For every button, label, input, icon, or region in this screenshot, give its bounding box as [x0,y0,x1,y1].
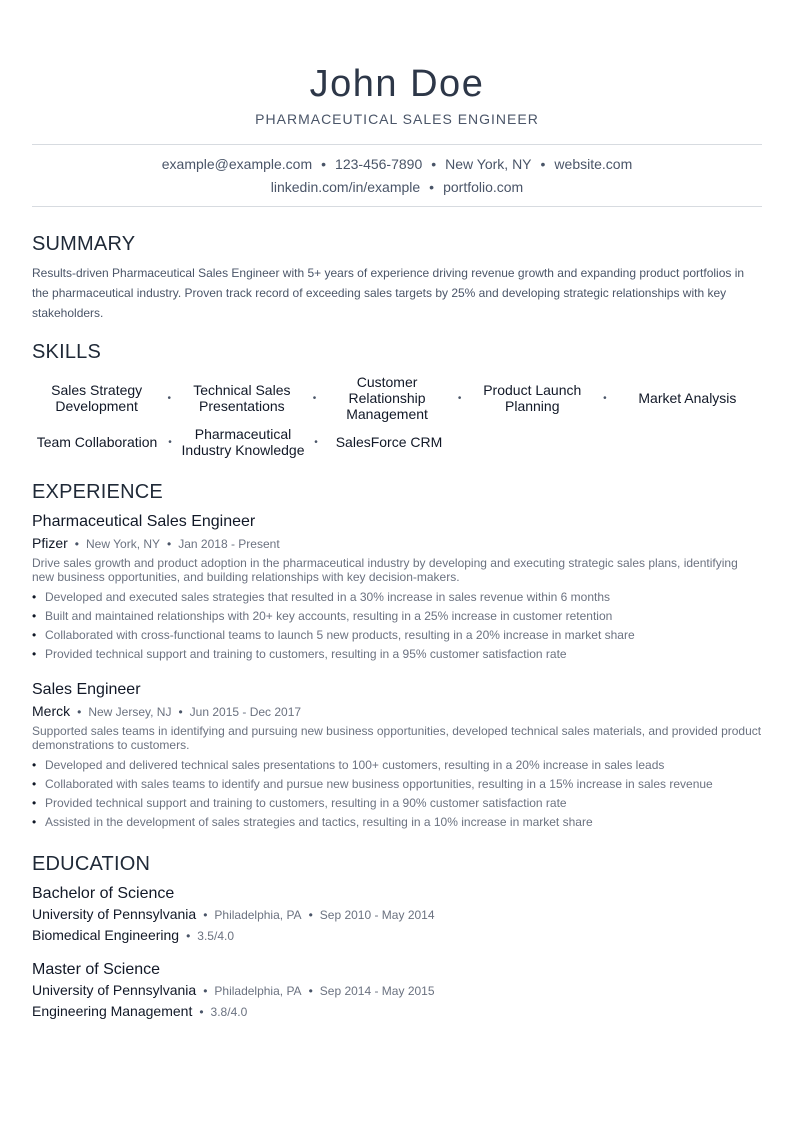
bullet-icon: • [32,758,37,772]
skill-separator: • [168,436,172,448]
job-description: Drive sales growth and product adoption in the pharmaceutical industry by developing and executing strategic sales plans, identifying new business opportunities, and building relationships with key decision-makers. [32,556,738,584]
education-entry [32,960,762,1022]
contact-portfolio[interactable]: portfolio.com [443,179,524,195]
job-meta [32,533,762,554]
skills-row [32,372,762,424]
school-location: Philadelphia, PA [214,908,302,922]
contact-separator: • [321,156,327,172]
job-achievements [32,588,762,664]
achievement-item [32,756,762,775]
education-field-line [32,925,762,946]
degree-name: Bachelor of Science [32,885,175,902]
contact-separator: • [431,156,437,172]
education-entry [32,884,762,946]
bullet-icon: • [32,628,37,642]
achievement-text: Developed and delivered technical sales presentations to 100+ customers, resulting in a 20% increase in sales leads [45,758,665,772]
job-dates: Jan 2018 - Present [178,537,280,551]
achievement-item [32,794,762,813]
achievement-item [32,813,762,832]
experience-heading: EXPERIENCE [32,481,163,503]
skill-item: Technical Sales Presentations [193,382,291,414]
achievement-text: Collaborated with cross-functional teams to launch 5 new products, resulting in a 20% increase in market share [45,628,635,642]
bullet-icon: • [32,609,37,623]
achievement-item [32,645,762,664]
job-entry-title: Sales Engineer [32,681,141,698]
achievement-text: Provided technical support and training to customers, resulting in a 95% customer satisfaction rate [45,647,567,661]
education-dates: Sep 2010 - May 2014 [319,908,435,922]
achievement-text: Assisted in the development of sales strategies and tactics, resulting in a 10% increase in market share [45,815,593,829]
contact-linkedin[interactable]: linkedin.com/in/example [270,179,421,195]
school-name: University of Pennsylvania [32,982,197,998]
resume-header [32,0,762,128]
contact-separator: • [540,156,546,172]
job-entry-title: Pharmaceutical Sales Engineer [32,513,256,530]
meta-separator: • [178,705,183,719]
contact-email[interactable]: example@example.com [161,156,313,172]
company-name: Pfizer [32,535,68,551]
bullet-icon: • [32,777,37,791]
summary-text: Results-driven Pharmaceutical Sales Engineer with 5+ years of experience driving revenue growth and expanding product portfolios in the pharmaceutical industry. Proven track record of exceeding sales targets by 25% and developing strategic relationships with key stakeholders. [32,266,745,320]
skill-item: Product Launch Planning [483,382,582,414]
summary-heading: SUMMARY [32,233,136,255]
contact-location: New York, NY [445,156,532,172]
bullet-icon: • [32,647,37,661]
bullet-icon: • [32,590,37,604]
contact-line-1 [32,153,762,176]
meta-separator: • [74,537,79,551]
skill-item: Team Collaboration [36,434,158,450]
field-of-study: Biomedical Engineering [32,927,180,943]
job-entry [32,680,762,832]
meta-separator: • [199,1005,204,1019]
job-achievements [32,756,762,832]
meta-separator: • [308,908,313,922]
bullet-icon: • [32,796,37,810]
job-entry [32,512,762,664]
skills-row [32,424,762,460]
achievement-text: Built and maintained relationships with 20+ key accounts, resulting in a 25% increase in customer retention [45,609,613,623]
achievement-item [32,607,762,626]
education-meta [32,904,762,925]
gpa: 3.8/4.0 [210,1005,248,1019]
meta-separator: • [203,984,208,998]
candidate-name: John Doe [309,63,485,105]
skills-heading: SKILLS [32,341,102,363]
contact-phone[interactable]: 123-456-7890 [335,156,423,172]
meta-separator: • [186,929,191,943]
contact-info [32,145,762,206]
job-meta [32,701,762,722]
skill-item: Pharmaceutical Industry Knowledge [181,426,305,458]
skill-separator: • [167,392,171,404]
school-name: University of Pennsylvania [32,906,197,922]
skill-item: Sales Strategy Development [51,382,143,414]
achievement-text: Collaborated with sales teams to identify and pursue new business opportunities, resulting in a 15% increase in sales revenue [45,777,713,791]
gpa: 3.5/4.0 [197,929,234,943]
meta-separator: • [203,908,208,922]
skill-separator: • [457,392,462,404]
contact-separator: • [429,179,435,195]
school-location: Philadelphia, PA [214,984,302,998]
job-location: New York, NY [86,537,161,551]
achievement-item [32,626,762,645]
education-dates: Sep 2014 - May 2015 [319,984,435,998]
skills-grid [32,372,762,460]
skill-separator: • [314,436,318,448]
job-dates: Jun 2015 - Dec 2017 [189,705,302,719]
skill-separator: • [603,392,607,404]
meta-separator: • [167,537,172,551]
achievement-item [32,588,762,607]
skill-item: Customer Relationship Management [346,374,428,422]
education-heading: EDUCATION [32,853,151,875]
skill-item: SalesForce CRM [335,434,443,450]
job-description: Supported sales teams in identifying and pursuing new business opportunities, developed technical sales materials, and provided product demonstrations to customers. [32,724,762,752]
education-meta [32,980,762,1001]
meta-separator: • [308,984,313,998]
degree-name: Master of Science [32,961,161,978]
resume-page [32,0,762,1022]
job-title: PHARMACEUTICAL SALES ENGINEER [255,111,539,127]
divider-bottom [32,206,762,207]
bullet-icon: • [32,815,37,829]
job-location: New Jersey, NJ [88,705,172,719]
contact-line-2 [32,176,762,199]
skill-separator: • [312,392,317,404]
education-field-line [32,1001,762,1022]
achievement-text: Provided technical support and training to customers, resulting in a 90% customer satisfaction rate [45,796,567,810]
company-name: Merck [32,703,71,719]
meta-separator: • [77,705,82,719]
achievement-text: Developed and executed sales strategies that resulted in a 30% increase in sales revenue within 6 months [45,590,611,604]
field-of-study: Engineering Management [32,1003,193,1019]
contact-website[interactable]: website.com [554,156,633,172]
skill-item: Market Analysis [638,390,737,406]
achievement-item [32,775,762,794]
